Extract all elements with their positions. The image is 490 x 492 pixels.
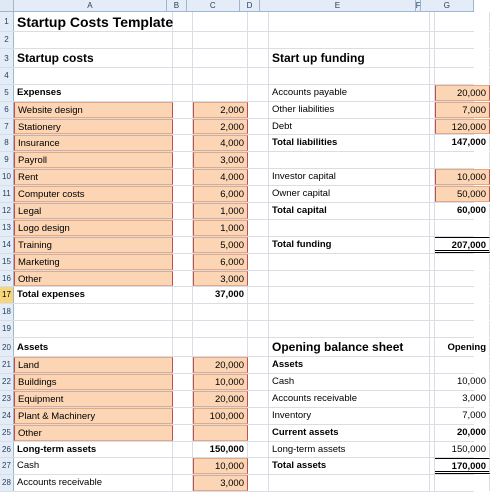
accounts-receivable-label[interactable]: Accounts receivable bbox=[14, 475, 173, 491]
cell[interactable] bbox=[173, 374, 193, 390]
cell[interactable] bbox=[435, 152, 490, 168]
sheet-row bbox=[0, 203, 486, 220]
sheet-row bbox=[0, 391, 486, 408]
sheet-row bbox=[0, 408, 486, 425]
cell[interactable] bbox=[173, 338, 193, 356]
expense-value-input[interactable]: 3,000 bbox=[193, 152, 248, 168]
cell[interactable] bbox=[248, 220, 269, 236]
cell[interactable] bbox=[248, 49, 269, 67]
total-expenses-value[interactable]: 37,000 bbox=[193, 287, 248, 303]
column-header-d[interactable]: D bbox=[240, 0, 260, 11]
startup-costs-heading[interactable]: Startup costs bbox=[14, 49, 173, 67]
cell[interactable] bbox=[269, 32, 430, 48]
cell[interactable] bbox=[14, 32, 173, 48]
cell[interactable] bbox=[269, 304, 430, 320]
cell[interactable] bbox=[193, 321, 248, 337]
liability-label[interactable]: Debt bbox=[269, 119, 430, 135]
total-assets-label[interactable]: Total assets bbox=[269, 458, 430, 474]
total-liabilities-value[interactable]: 147,000 bbox=[435, 135, 490, 151]
sheet-row bbox=[0, 357, 474, 374]
expense-label-input[interactable]: Payroll bbox=[14, 152, 173, 168]
current-assets-label[interactable]: Current assets bbox=[269, 425, 430, 441]
sheet-row bbox=[0, 321, 474, 338]
select-all-corner[interactable] bbox=[0, 0, 14, 11]
cell[interactable] bbox=[435, 475, 490, 491]
cell[interactable] bbox=[269, 287, 430, 303]
cell[interactable] bbox=[14, 321, 173, 337]
row-header[interactable]: 14 bbox=[0, 237, 14, 253]
expense-label-input[interactable]: Rent bbox=[14, 169, 173, 185]
asset-label-input[interactable]: Other bbox=[14, 425, 173, 441]
cell[interactable] bbox=[269, 321, 430, 337]
long-term-assets-label[interactable]: Long-term assets bbox=[14, 442, 173, 458]
total-liabilities-label[interactable]: Total liabilities bbox=[269, 135, 430, 151]
cell[interactable] bbox=[269, 152, 430, 168]
cell[interactable] bbox=[269, 220, 430, 236]
cell[interactable] bbox=[173, 68, 193, 84]
column-header-c[interactable]: C bbox=[187, 0, 240, 11]
cell[interactable] bbox=[173, 425, 193, 441]
cell[interactable] bbox=[193, 49, 248, 67]
cell[interactable] bbox=[248, 374, 269, 390]
cell[interactable] bbox=[173, 271, 193, 287]
cell[interactable] bbox=[435, 12, 490, 31]
cell[interactable] bbox=[173, 12, 193, 31]
cell[interactable] bbox=[173, 203, 193, 219]
sheet-row bbox=[0, 135, 486, 152]
sheet-row bbox=[0, 220, 474, 237]
cell[interactable] bbox=[248, 186, 269, 202]
sheet-row bbox=[0, 32, 474, 49]
total-funding-value[interactable]: 207,000 bbox=[435, 237, 490, 253]
cell[interactable] bbox=[173, 102, 193, 118]
column-header-bar bbox=[0, 0, 474, 12]
sheet-row bbox=[0, 374, 486, 391]
long-term-assets-value[interactable]: 150,000 bbox=[193, 442, 248, 458]
sheet-row bbox=[0, 119, 486, 136]
cell[interactable] bbox=[193, 32, 248, 48]
cell[interactable] bbox=[248, 237, 269, 253]
column-header-b[interactable]: B bbox=[167, 0, 186, 11]
cell[interactable] bbox=[173, 32, 193, 48]
cell[interactable] bbox=[269, 254, 430, 270]
row-header[interactable]: 18 bbox=[0, 304, 14, 320]
cell[interactable] bbox=[173, 442, 193, 458]
cell[interactable] bbox=[435, 32, 490, 48]
cell[interactable] bbox=[173, 321, 193, 337]
row-header[interactable]: 6 bbox=[0, 102, 14, 118]
asset-value-input[interactable]: 20,000 bbox=[193, 357, 248, 373]
cell[interactable] bbox=[248, 357, 269, 373]
column-header-e[interactable]: E bbox=[260, 0, 416, 11]
cell[interactable] bbox=[173, 220, 193, 236]
cell[interactable] bbox=[173, 391, 193, 407]
sheet-row bbox=[0, 475, 474, 492]
total-capital-label[interactable]: Total capital bbox=[269, 203, 430, 219]
cell[interactable] bbox=[248, 475, 269, 491]
cell[interactable] bbox=[269, 475, 430, 491]
expense-value-input[interactable]: 3,000 bbox=[193, 271, 248, 287]
capital-input[interactable]: 50,000 bbox=[435, 186, 490, 202]
column-header-g[interactable]: G bbox=[421, 0, 474, 11]
cell[interactable] bbox=[435, 271, 490, 287]
cell[interactable] bbox=[248, 135, 269, 151]
opening-column-label[interactable]: Opening bbox=[435, 338, 490, 356]
cell[interactable] bbox=[435, 220, 490, 236]
cell[interactable] bbox=[248, 304, 269, 320]
asset-value-input[interactable]: 20,000 bbox=[193, 391, 248, 407]
cell[interactable] bbox=[248, 169, 269, 185]
expense-value-input[interactable]: 1,000 bbox=[193, 220, 248, 236]
row-header[interactable]: 8 bbox=[0, 135, 14, 151]
cell[interactable] bbox=[173, 169, 193, 185]
expense-value-input[interactable]: 5,000 bbox=[193, 237, 248, 253]
row-header[interactable]: 25 bbox=[0, 425, 14, 441]
cell[interactable] bbox=[435, 49, 490, 67]
bs-lt-assets-value[interactable]: 150,000 bbox=[435, 442, 490, 458]
row-header[interactable]: 15 bbox=[0, 254, 14, 270]
cell[interactable] bbox=[248, 425, 269, 441]
bs-row-label[interactable]: Cash bbox=[269, 374, 430, 390]
cell[interactable] bbox=[173, 119, 193, 135]
cell[interactable] bbox=[248, 321, 269, 337]
bs-lt-assets-label[interactable]: Long-term assets bbox=[269, 442, 430, 458]
sheet-row bbox=[0, 169, 486, 186]
accounts-receivable-input[interactable]: 3,000 bbox=[193, 475, 248, 491]
sheet-row bbox=[0, 271, 474, 288]
cell[interactable] bbox=[173, 357, 193, 373]
expense-value-input[interactable]: 2,000 bbox=[193, 119, 248, 135]
expense-label-input[interactable]: Website design bbox=[14, 102, 173, 118]
cell[interactable] bbox=[435, 304, 490, 320]
cell[interactable] bbox=[248, 102, 269, 118]
sheet-row bbox=[0, 12, 474, 32]
asset-value-input[interactable]: 10,000 bbox=[193, 374, 248, 390]
row-header[interactable]: 22 bbox=[0, 374, 14, 390]
row-header[interactable]: 10 bbox=[0, 169, 14, 185]
bs-row-value[interactable]: 7,000 bbox=[435, 408, 490, 424]
sheet-row bbox=[0, 442, 486, 459]
cell[interactable] bbox=[14, 68, 173, 84]
cell[interactable] bbox=[173, 135, 193, 151]
cash-label[interactable]: Cash bbox=[14, 458, 173, 474]
cell[interactable] bbox=[248, 85, 269, 101]
startup-funding-heading[interactable]: Start up funding bbox=[269, 49, 430, 67]
balance-sheet-heading[interactable]: Opening balance sheet bbox=[269, 338, 430, 356]
bs-row-label[interactable]: Accounts receivable bbox=[269, 391, 430, 407]
cell[interactable] bbox=[269, 12, 430, 31]
asset-label-input[interactable]: Buildings bbox=[14, 374, 173, 390]
cell[interactable] bbox=[173, 475, 193, 491]
capital-label[interactable]: Investor capital bbox=[269, 169, 430, 185]
cell[interactable] bbox=[248, 442, 269, 458]
liability-input[interactable]: 20,000 bbox=[435, 85, 490, 101]
cell[interactable] bbox=[435, 68, 490, 84]
assets-label[interactable]: Assets bbox=[14, 338, 173, 356]
row-header[interactable]: 19 bbox=[0, 321, 14, 337]
sheet-title[interactable]: Startup Costs Template bbox=[14, 12, 173, 31]
row-header[interactable]: 27 bbox=[0, 458, 14, 474]
cell[interactable] bbox=[193, 304, 248, 320]
expense-label-input[interactable]: Logo design bbox=[14, 220, 173, 236]
bs-row-label[interactable]: Inventory bbox=[269, 408, 430, 424]
cell[interactable] bbox=[173, 304, 193, 320]
sheet-row bbox=[0, 304, 474, 321]
cell[interactable] bbox=[435, 357, 490, 373]
row-header[interactable]: 3 bbox=[0, 49, 14, 67]
liability-label[interactable]: Accounts payable bbox=[269, 85, 430, 101]
cell[interactable] bbox=[173, 152, 193, 168]
total-funding-label[interactable]: Total funding bbox=[269, 237, 430, 253]
cell[interactable] bbox=[173, 287, 193, 303]
cell[interactable] bbox=[173, 237, 193, 253]
liability-label[interactable]: Other liabilities bbox=[269, 102, 430, 118]
cell[interactable] bbox=[193, 68, 248, 84]
sheet-row bbox=[0, 49, 474, 68]
cell[interactable] bbox=[173, 408, 193, 424]
row-header[interactable]: 7 bbox=[0, 119, 14, 135]
cell[interactable] bbox=[173, 85, 193, 101]
sheet-row bbox=[0, 287, 474, 304]
asset-value-input[interactable] bbox=[193, 425, 248, 441]
cell[interactable] bbox=[248, 287, 269, 303]
cell[interactable] bbox=[269, 271, 430, 287]
sheet-row bbox=[0, 425, 486, 442]
sheet-row bbox=[0, 85, 486, 102]
cell[interactable] bbox=[14, 304, 173, 320]
cell[interactable] bbox=[193, 12, 248, 31]
cell[interactable] bbox=[248, 12, 269, 31]
cell[interactable] bbox=[435, 287, 490, 303]
sheet-row bbox=[0, 186, 486, 203]
cell[interactable] bbox=[173, 49, 193, 67]
cell[interactable] bbox=[248, 152, 269, 168]
expense-label-input[interactable]: Insurance bbox=[14, 135, 173, 151]
row-header[interactable]: 2 bbox=[0, 32, 14, 48]
cell[interactable] bbox=[173, 254, 193, 270]
expense-label-input[interactable]: Training bbox=[14, 237, 173, 253]
sheet-row bbox=[0, 152, 474, 169]
row-header[interactable]: 13 bbox=[0, 220, 14, 236]
expense-label-input[interactable]: Legal bbox=[14, 203, 173, 219]
expense-label-input[interactable]: Marketing bbox=[14, 254, 173, 270]
expense-value-input[interactable]: 6,000 bbox=[193, 186, 248, 202]
expense-value-input[interactable]: 2,000 bbox=[193, 102, 248, 118]
total-assets-value[interactable]: 170,000 bbox=[435, 458, 490, 474]
capital-label[interactable]: Owner capital bbox=[269, 186, 430, 202]
row-header[interactable]: 11 bbox=[0, 186, 14, 202]
asset-label-input[interactable]: Equipment bbox=[14, 391, 173, 407]
cell[interactable] bbox=[248, 203, 269, 219]
cell[interactable] bbox=[248, 338, 269, 356]
cell[interactable] bbox=[248, 32, 269, 48]
expense-value-input[interactable]: 4,000 bbox=[193, 135, 248, 151]
expense-label-input[interactable]: Computer costs bbox=[14, 186, 173, 202]
liability-input[interactable]: 7,000 bbox=[435, 102, 490, 118]
cell[interactable] bbox=[193, 85, 248, 101]
capital-input[interactable]: 10,000 bbox=[435, 169, 490, 185]
expenses-label[interactable]: Expenses bbox=[14, 85, 173, 101]
sheet-row bbox=[0, 102, 486, 119]
expense-value-input[interactable]: 1,000 bbox=[193, 203, 248, 219]
sheet-row bbox=[0, 338, 486, 357]
cell[interactable] bbox=[248, 68, 269, 84]
asset-label-input[interactable]: Land bbox=[14, 357, 173, 373]
column-header-f[interactable]: F bbox=[415, 1, 421, 10]
row-header[interactable]: 5 bbox=[0, 85, 14, 101]
row-header[interactable]: 21 bbox=[0, 357, 14, 373]
asset-label-input[interactable]: Plant & Machinery bbox=[14, 408, 173, 424]
total-expenses-label[interactable]: Total expenses bbox=[14, 287, 173, 303]
cell[interactable] bbox=[173, 186, 193, 202]
cell[interactable] bbox=[269, 68, 430, 84]
expense-value-input[interactable]: 6,000 bbox=[193, 254, 248, 270]
expense-label-input[interactable]: Stationery bbox=[14, 119, 173, 135]
cash-input[interactable]: 10,000 bbox=[193, 458, 248, 474]
cell[interactable] bbox=[435, 321, 490, 337]
current-assets-value[interactable]: 20,000 bbox=[435, 425, 490, 441]
row-header[interactable]: 16 bbox=[0, 271, 14, 287]
bs-row-value[interactable]: 10,000 bbox=[435, 374, 490, 390]
row-header[interactable]: 26 bbox=[0, 442, 14, 458]
cell[interactable] bbox=[248, 408, 269, 424]
cell[interactable] bbox=[248, 119, 269, 135]
row-header[interactable]: 1 bbox=[0, 12, 14, 31]
sheet-row bbox=[0, 254, 474, 271]
bs-assets-label[interactable]: Assets bbox=[269, 357, 430, 373]
column-header-a[interactable]: A bbox=[14, 0, 168, 11]
expense-value-input[interactable]: 4,000 bbox=[193, 169, 248, 185]
row-header[interactable]: 12 bbox=[0, 203, 14, 219]
row-header[interactable]: 28 bbox=[0, 475, 14, 491]
cell[interactable] bbox=[248, 254, 269, 270]
row-header[interactable]: 24 bbox=[0, 408, 14, 424]
row-header[interactable]: 9 bbox=[0, 152, 14, 168]
cell[interactable] bbox=[193, 338, 248, 356]
liability-input[interactable]: 120,000 bbox=[435, 119, 490, 135]
cell[interactable] bbox=[248, 458, 269, 474]
row-header[interactable]: 23 bbox=[0, 391, 14, 407]
cell[interactable] bbox=[173, 458, 193, 474]
sheet-row bbox=[0, 458, 486, 475]
asset-value-input[interactable]: 100,000 bbox=[193, 408, 248, 424]
row-header-active[interactable]: 17 bbox=[0, 287, 14, 303]
sheet-row bbox=[0, 68, 474, 85]
cell[interactable] bbox=[248, 271, 269, 287]
row-header[interactable]: 20 bbox=[0, 338, 14, 356]
row-header[interactable]: 4 bbox=[0, 68, 14, 84]
total-capital-value[interactable]: 60,000 bbox=[435, 203, 490, 219]
sheet-row bbox=[0, 237, 486, 254]
bs-row-value[interactable]: 3,000 bbox=[435, 391, 490, 407]
expense-label-input[interactable]: Other bbox=[14, 271, 173, 287]
cell[interactable] bbox=[435, 254, 490, 270]
cell[interactable] bbox=[248, 391, 269, 407]
